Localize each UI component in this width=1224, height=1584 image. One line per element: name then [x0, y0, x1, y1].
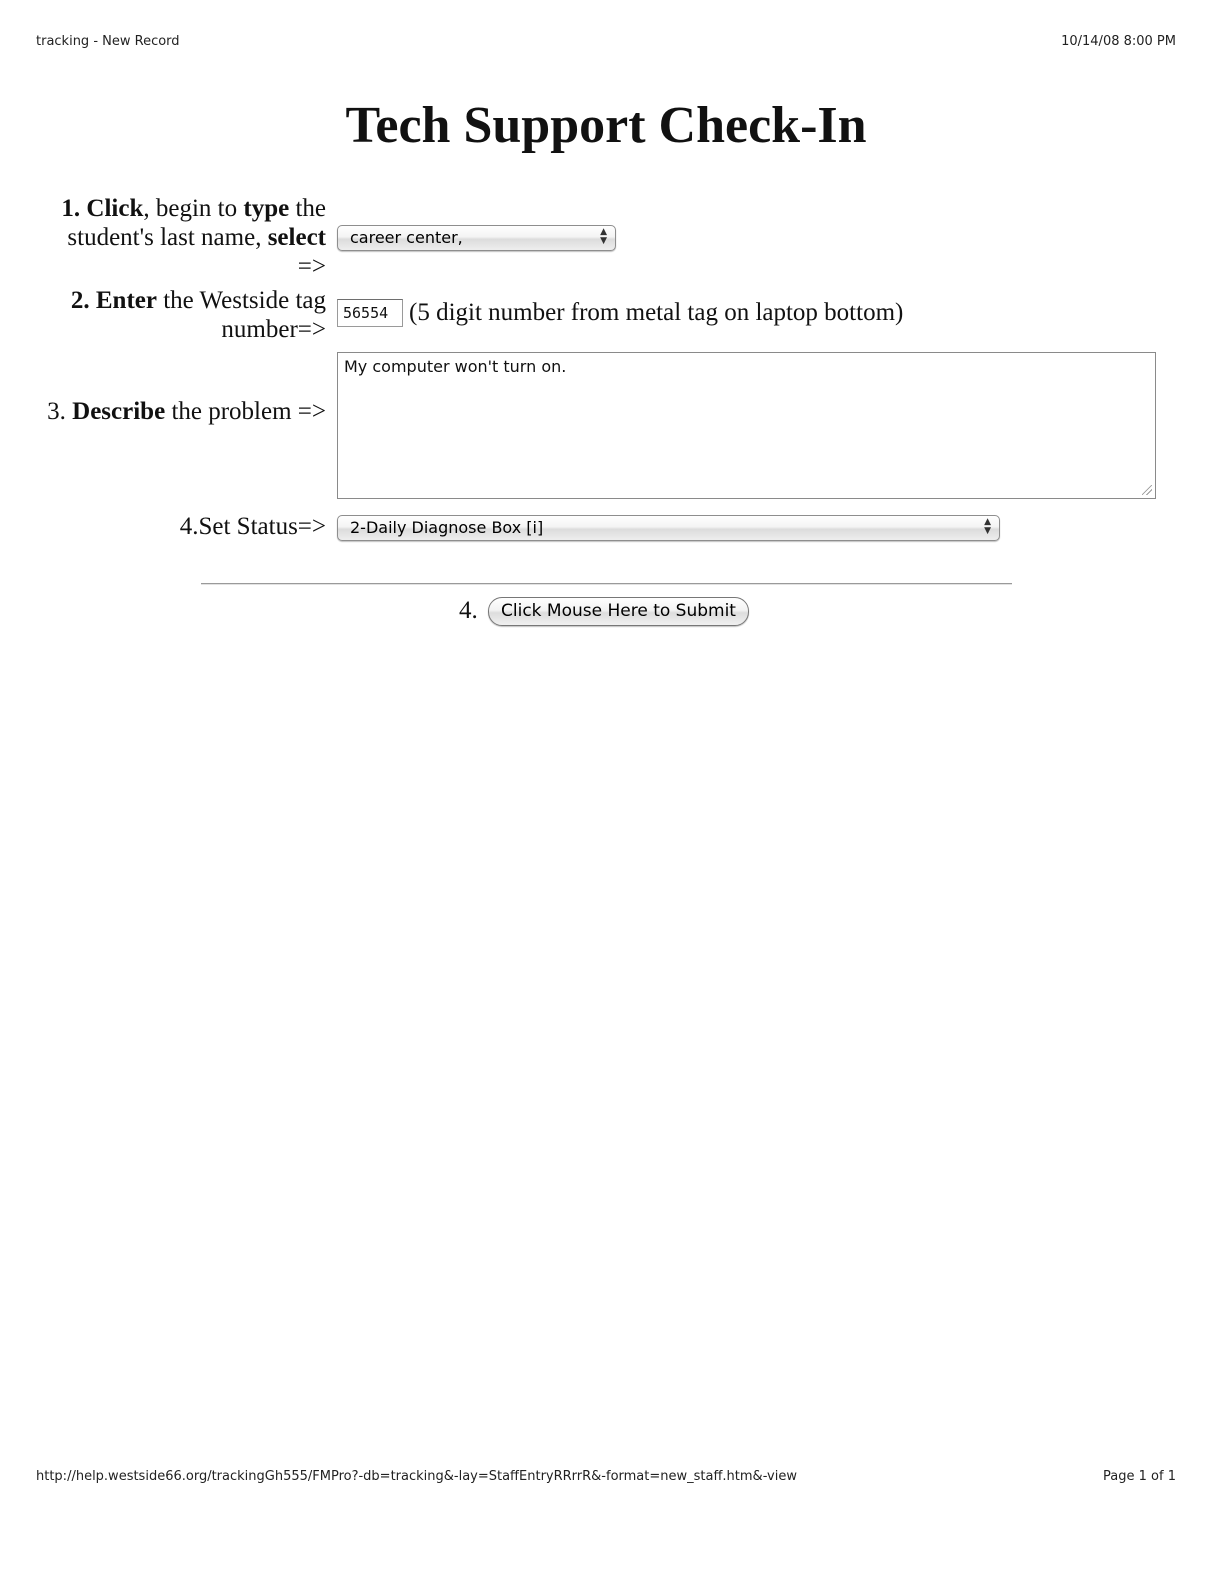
step2-number: 2.	[70, 287, 90, 314]
divider	[201, 583, 1012, 585]
step1-number: 1.	[61, 195, 81, 222]
print-header	[36, 34, 1176, 49]
step1-type: type	[243, 195, 290, 222]
submit-step-number: 4.	[459, 597, 478, 624]
step3-describe: Describe	[72, 398, 166, 425]
page-title: Tech Support Check-In	[345, 97, 867, 154]
problem-description-value: My computer won't turn on.	[344, 357, 567, 376]
print-footer	[36, 1469, 1176, 1484]
step3-number: 3.	[47, 398, 66, 425]
problem-description-textarea[interactable]	[337, 352, 1156, 499]
step1-select: select	[267, 224, 326, 251]
step2-enter: Enter	[95, 287, 157, 314]
step1-arrow: =>	[297, 253, 326, 280]
step1-label: 1. Click, begin to type the student's last name, select =>	[61, 195, 326, 280]
student-select-value: career center,	[350, 228, 463, 247]
tag-number-hint: (5 digit number from metal tag on laptop bottom)	[409, 299, 904, 326]
print-datetime: 10/14/08 8:00 PM	[1061, 34, 1176, 49]
step4-label: 4.Set Status=>	[179, 513, 326, 540]
step3-label: 3. Describe the problem =>	[47, 398, 326, 425]
print-url: http://help.westside66.org/trackingGh555/FMPro?-db=tracking&-lay=StaffEntryRRrrR&-format=new_staff.htm&-view	[36, 1469, 797, 1484]
print-page-title: tracking - New Record	[36, 34, 180, 49]
step2-label: 2. Enter the Westside tag number=>	[70, 287, 326, 343]
status-select-value: 2-Daily Diagnose Box [i]	[350, 518, 544, 537]
status-select[interactable]	[337, 515, 1000, 541]
tag-number-input[interactable]: 56554	[337, 299, 403, 327]
print-page-number: Page 1 of 1	[1103, 1469, 1176, 1484]
student-select[interactable]	[337, 225, 616, 251]
select-arrows-icon: ▲ ▼	[600, 227, 607, 246]
resize-grip-icon[interactable]	[1142, 485, 1152, 495]
submit-button[interactable]: Click Mouse Here to Submit	[488, 597, 749, 626]
step1-click: Click	[86, 195, 144, 222]
select-arrows-icon: ▲ ▼	[984, 517, 991, 536]
